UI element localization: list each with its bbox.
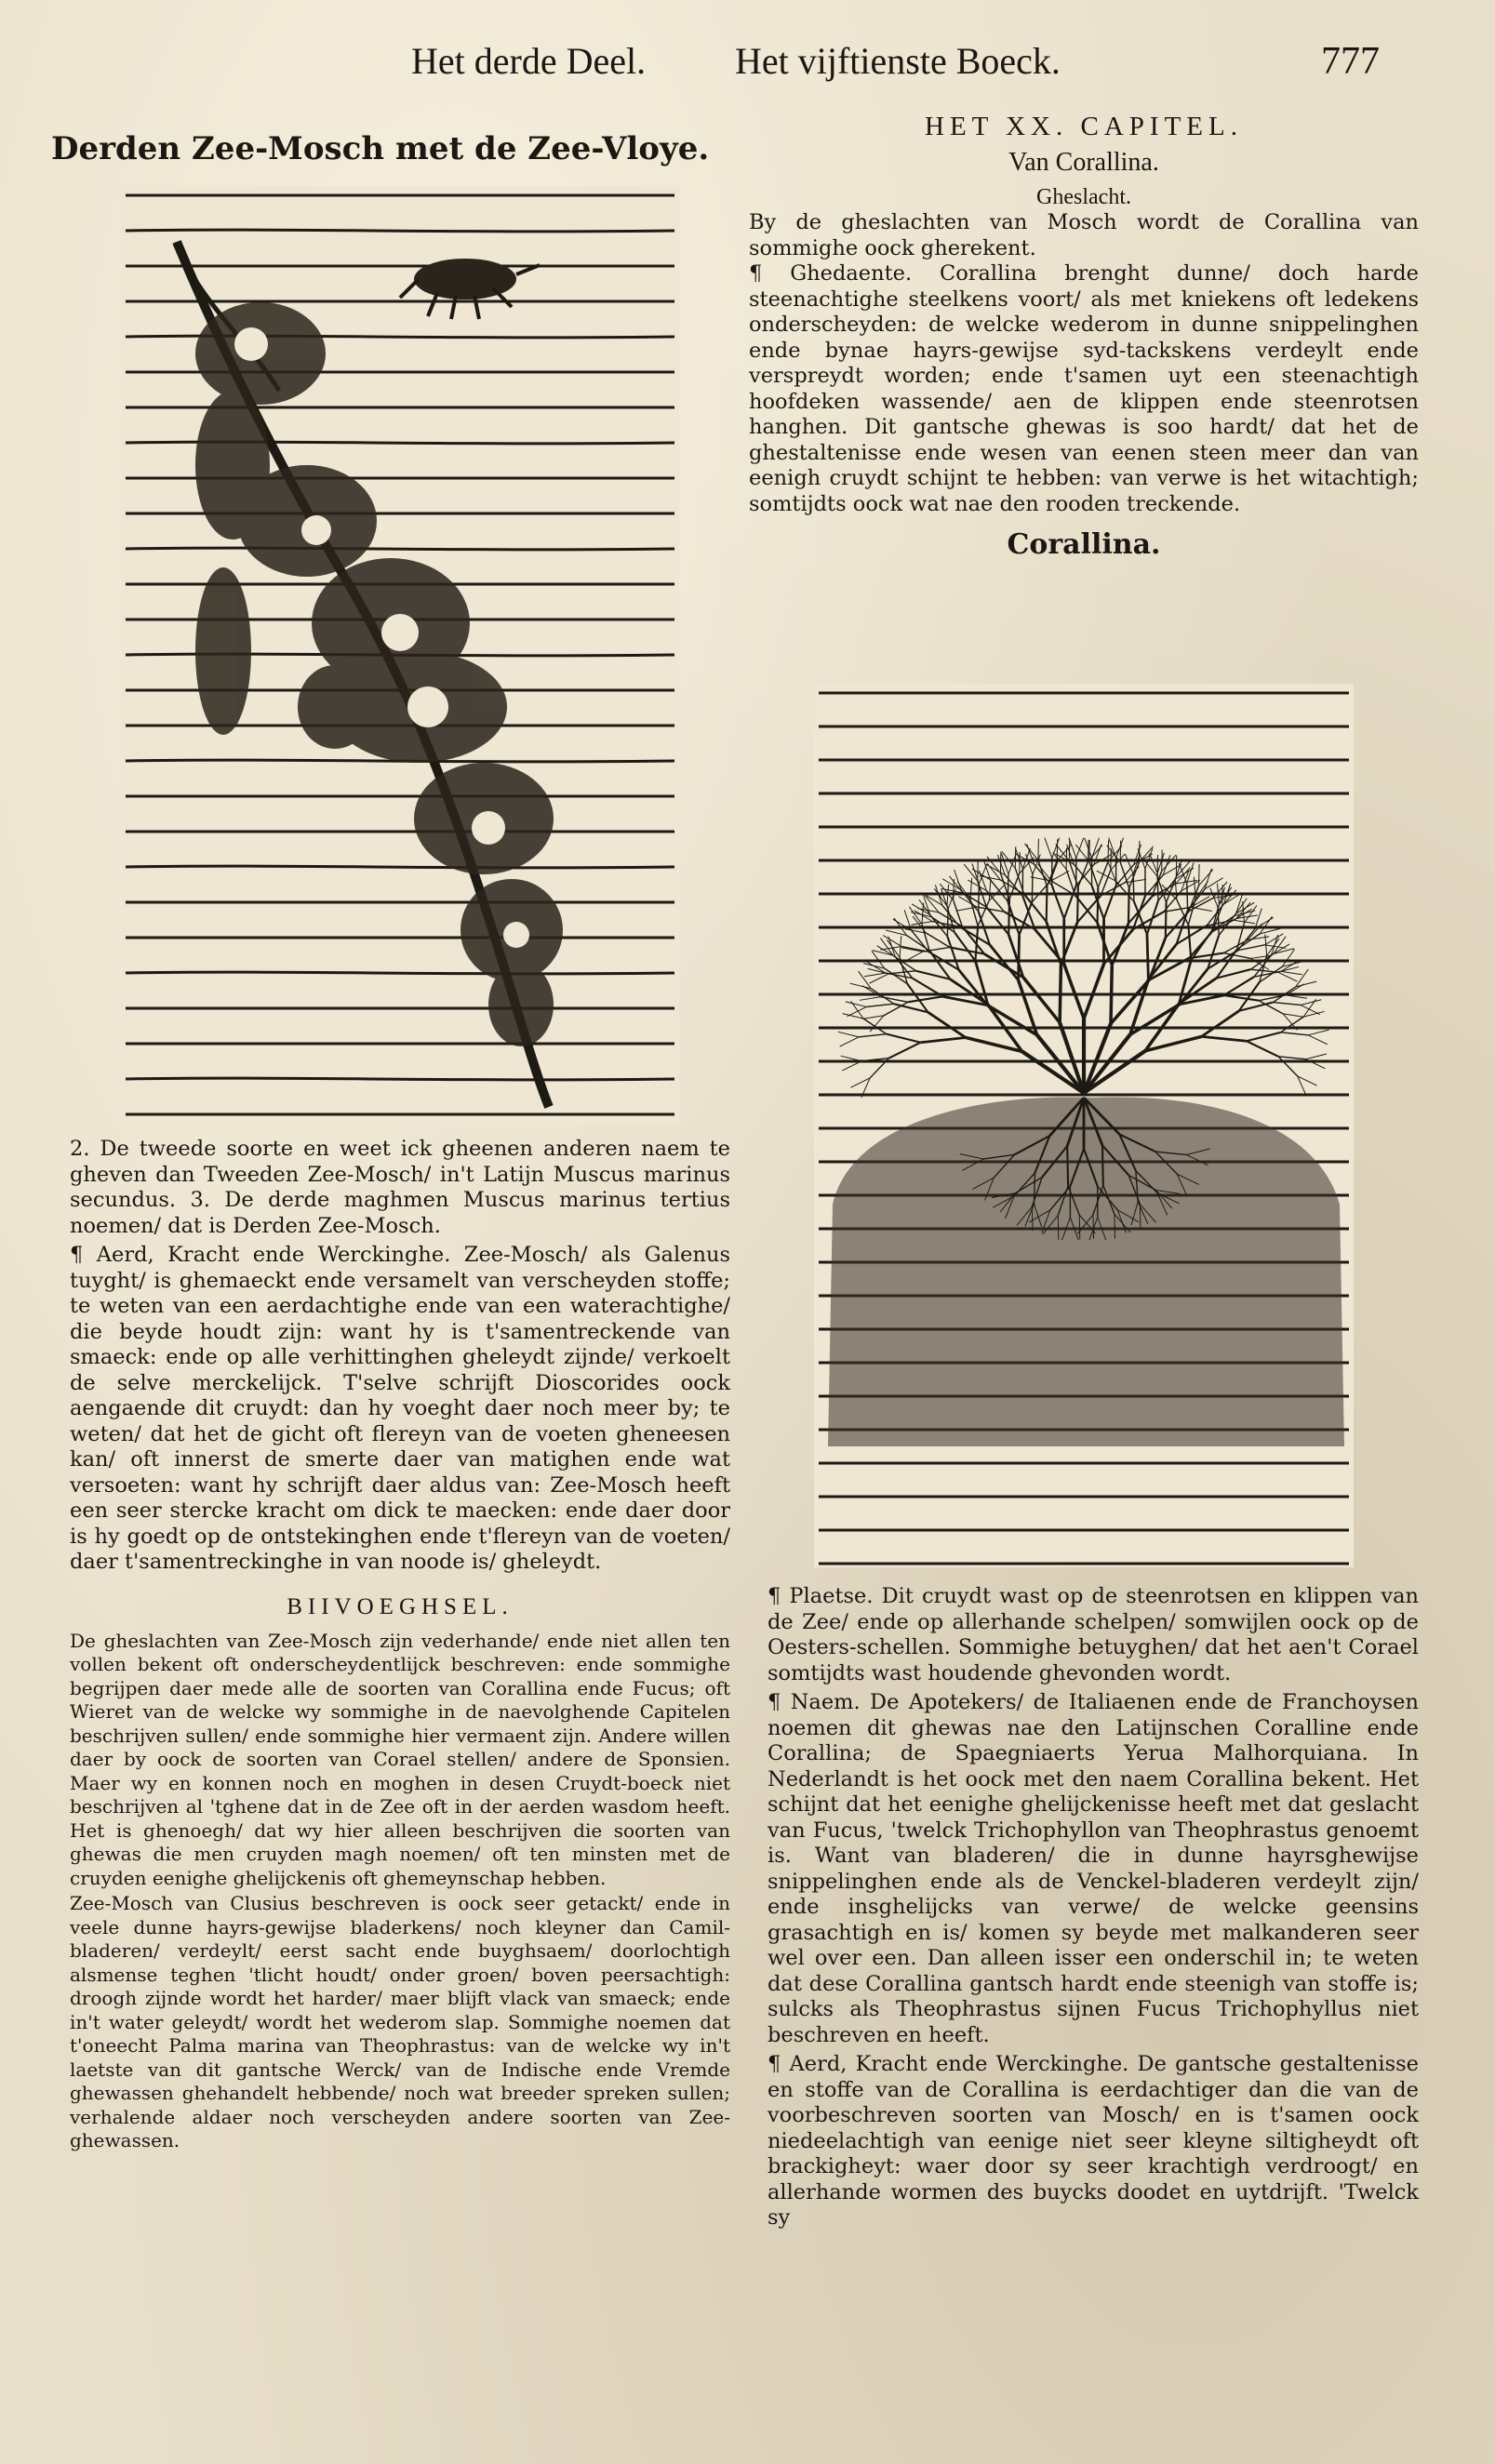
bijvoeghsel-paragraph-2: Zee-Mosch van Clusius beschreven is oock seer getackt/ ende in veele dunne hayrs-gewijse bladerkens/ noch kleyner dan Camil-bladeren/ verdeylt/ eerst sacht ende buyghsaem/ doorlochtigh alsmense teghen 'tlicht houdt/ onder groen/ boven peersachtigh: droogh zijnde wordt het harder/ maer blijft vlack van smaeck; ende in't water geleydt/ wordt het wederom slap. Sommighe noemen dat t'oneecht Palma marina van Theophrastus: van de welcke wy in't laetste van dit gantsche Werck/ van de Indische ende Vremde ghewassen ghehandelt hebbende/ noch wat breeder spreken sullen; verhalende aldaer noch verscheyden andere soorten van Zee-ghewassen. <box>70 1892 730 2151</box>
left-column <box>51 130 730 175</box>
sea-moss-woodcut <box>121 186 679 1125</box>
bijvoeghsel-paragraph-1: De gheslachten van Zee-Mosch zijn vederhande/ ende niet allen ten vollen bekent oft onderscheydentlijck beschreven: ende sommighe begrijpen daer mede alle de soorten van Corallina ende Fucus; oft Wieret van de welcke wy sommighe in de naevolghende Capitelen beschrijven sullen/ ende sommighe hier vermaent zijn. Andere willen daer by oock de soorten van Corael stellen/ andere de Sponsien. Maer wy en konnen noch en moghen in desen Cruydt-boeck niet beschrijven al 'tghene dat in de Zee oft in der aerden wasdom heeft. Het is ghenoegh/ dat wy hier alleen beschrijven die soorten van ghewas die men cruyden magh noemen/ oft ten minsten met de cruyden eenighe ghelijckenis oft ghemeynschap hebben. <box>70 1629 730 1889</box>
left-text-block-1 <box>70 1137 730 2153</box>
header-book: Het vijftienste Boeck. <box>735 40 1061 82</box>
section-geslacht: Gheslacht. <box>1036 185 1131 209</box>
bijvoeghsel-heading: BIIVOEGHSEL. <box>287 1593 514 1619</box>
paragraph-naem: ¶ Naem. De Apotekers/ de Italiaenen ende de Franchoysen noemen dit ghewas nae den Latijnschen Coralline ende Corallina; de Spaegniaerts Yerua Malhorquiana. In Nederlandt is het oock met den naem Corallina bekent. Het schijnt dat het eenighe ghelijckenisse heeft met dat geslacht van Fucus, 'twelck Trichophyllon van Theophrastus genoemt is. Want van bladeren/ die in dunne hayrsghewijse snippelinghen ende als de Venckel-bladeren verdeylt zijn/ ende insghelijcks van verwe/ de welcke geensins grasachtigh en is/ komen sy beyde met malkanderen seer wel over een. Dan alleen isser een onderschil in; te weten dat dese Corallina gantsch hardt ende steenigh van stoffe is; sulcks als Theophrastus sijnen Fucus Trichophyllus niet beschreven en heeft. <box>768 1690 1419 2047</box>
chapter-heading: HET XX. CAPITEL. <box>925 112 1243 141</box>
paragraph-second-species: 2. De tweede soorte en weet ick gheenen anderen naem te gheven dan Tweeden Zee-Mosch/ in't Latijn Muscus marinus secundus. 3. De derde maghmen Muscus marinus tertius noemen/ dat is Derden Zee-Mosch. <box>70 1137 730 1238</box>
chapter-subtitle: Van Corallina. <box>1008 148 1159 177</box>
paragraph-geslacht: By de gheslachten van Mosch wordt de Corallina van sommighe oock gherekent. <box>749 210 1419 260</box>
right-text-block-2 <box>768 1584 1419 2231</box>
corallina-woodcut <box>814 684 1354 1567</box>
paragraph-plaetse: ¶ Plaetse. Dit cruydt wast op de steenrotsen en klippen van de Zee/ ende op allerhande schelpen/ somwijlen oock op de Oesters-schellen. Sommighe betuyghen/ dat het aen't Corael somtijdts wast houdende ghevonden wordt. <box>768 1584 1419 1685</box>
paragraph-aerd-kracht: ¶ Aerd, Kracht ende Werckinghe. Zee-Mosch/ als Galenus tuyght/ is ghemaeckt ende versamelt van verscheyden stoffe; te weten van een aerdachtighe ende van een waterachtighe/ die beyde houdt zijn: want hy is t'samentreckende van smaeck: ende op alle verhittinghen gheleydt zijnde/ verkoelt de selve merckelijck. T'selve schrijft Dioscorides oock aengaende dit cruydt: dan hy voeght daer noch meer by; te weten/ dat het de gicht oft flereyn van de voeten gheneesen kan/ oft innerst de smerte daer van matighen ende wat versoeten: want hy schrijft daer aldus van: Zee-Mosch heeft een seer stercke kracht om dick te maecken: ende daer door is hy goedt op de ontstekinghen ende t'flereyn van de voeten/ daer t'samentreckinghe in van noode is/ gheleydt. <box>70 1243 730 1574</box>
running-header <box>0 39 1495 104</box>
figure-title: Derden Zee-Mosch met de Zee-Vloye. <box>51 130 710 167</box>
page-number: 777 <box>1321 40 1380 83</box>
paragraph-aerd-corallina: ¶ Aerd, Kracht ende Werckinghe. De gantsche gestaltenisse en stoffe van de Corallina is eerdachtiger dan die van de voorbeschreven soorten van Mosch/ en is t'samen oock niedeelachtigh van eenige niet seer kleyne siltigheydt oft brackigheyt: waer door sy seer krachtigh verdroogt/ en allerhande wormen des buycks doodet en uytdrijft. 'Twelck sy <box>768 2052 1419 2230</box>
header-part: Het derde Deel. <box>411 40 647 82</box>
paragraph-ghedaente: ¶ Ghedaente. Corallina brenght dunne/ doch harde steenachtighe steelkens voort/ als met kniekens oft ledekens onderscheyden: de welcke wederom in dunne snippelinghen ende bynae hayrs-gewijse syd-tackskens verdeylt ende verspreydt worden; ende t'samen uyt een steenachtigh hoofdeken wassende/ aen de klippen ende steenrotsen hanghen. Dit gantsche ghewas is soo hardt/ dat het de ghestaltenisse ende wesen van eenen steen meer dan van eenigh cruydt schijnt te hebben: van verwe is het witachtigh; somtijdts oock wat nae den rooden treckende. <box>749 261 1419 516</box>
right-column <box>749 112 1419 570</box>
figure-label-corallina: Corallina. <box>1007 528 1161 561</box>
